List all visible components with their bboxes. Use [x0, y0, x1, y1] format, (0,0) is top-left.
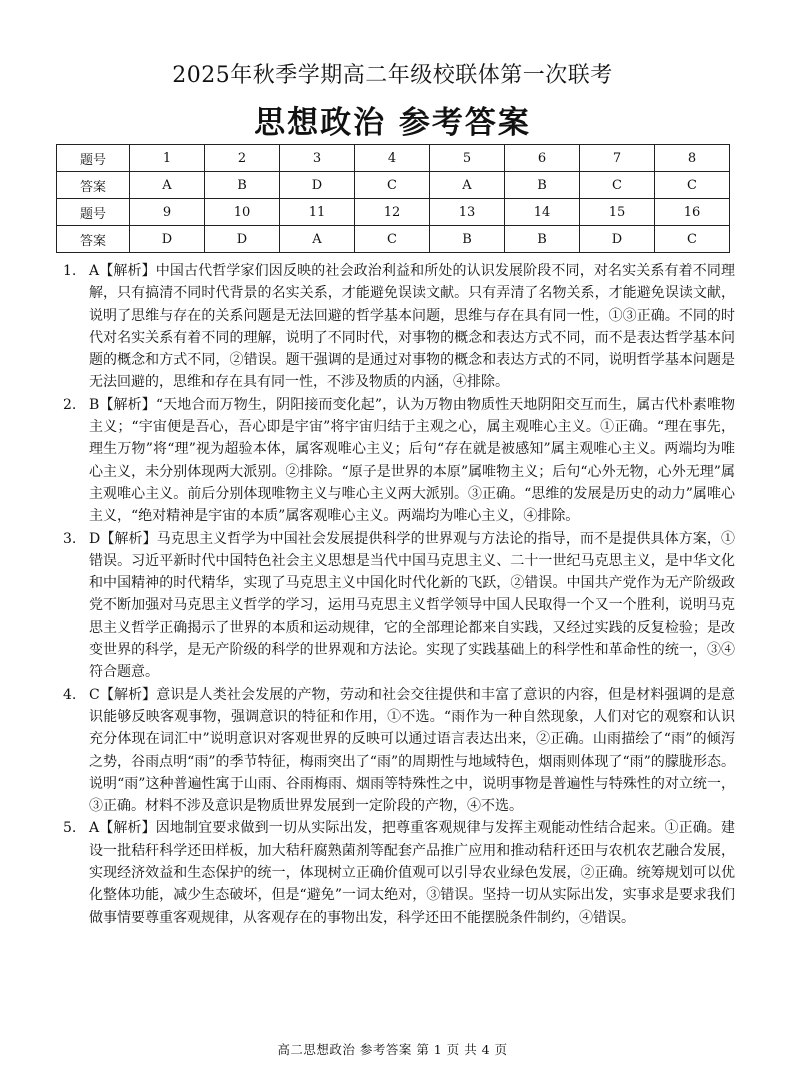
table-cell: D: [130, 226, 205, 253]
table-cell: C: [355, 172, 430, 199]
table-cell: A: [280, 226, 355, 253]
table-cell: 4: [355, 145, 430, 172]
explanation-item: [63, 528, 735, 684]
explanation-text: A【解析】中国古代哲学家们因反映的社会政治利益和所处的认识发展阶段不同，对名实关系有着不同理解，只有搞清不同时代背景的名实关系，才能避免误读文献。只有弄清了名物关系，才能避免误读文献，说明了思维与存在的关系问题是无法回避的哲学基本问题，思维与存在具有同一性，①③正确。不同的时代对名实关系有着不同的理解，说明了不同时代，对事物的概念和表达方式不同，而不是表达哲学基本问题的概念和方式不同，②错误。题干强调的是通过对事物的概念和表达方式的不同，说明哲学基本问题是无法回避的，思维和存在具有同一性，不涉及物质的内涵，④排除。: [89, 263, 735, 391]
table-cell: A: [430, 172, 505, 199]
table-cell: 7: [580, 145, 655, 172]
table-cell: 2: [205, 145, 280, 172]
explanation-item: [63, 817, 735, 928]
explanation-text: A【解析】因地制宜要求做到一切从实际出发，把尊重客观规律与发挥主观能动性结合起来。①正确。建设一批秸秆科学还田样板，加大秸秆腐熟菌剂等配套产品推广应用和推动秸秆还田与农机农艺融合发展，实现经济效益和生态保护的统一，体现树立正确价值观可以引导农业绿色发展，②正确。统筹规划可以优化整体功能，减少生态破坏，但是“避免”一词太绝对，③错误。坚持一切从实际出发，实事求是要求我们做事情要尊重客观规律，从客观存在的事物出发，科学还田不能摆脱条件制约，④错误。: [89, 820, 735, 926]
explanation-item: [63, 684, 735, 818]
table-cell: A: [130, 172, 205, 199]
explanations: [63, 260, 735, 929]
question-number: 5.: [63, 820, 77, 837]
table-cell: 10: [205, 199, 280, 226]
question-number: 1.: [63, 263, 77, 279]
table-cell: 题号: [57, 199, 130, 226]
table-cell: 6: [505, 145, 580, 172]
table-cell: C: [355, 226, 430, 253]
explanation-text: C【解析】意识是人类社会发展的产物，劳动和社会交往提供和丰富了意识的内容，但是材料强调的是意识能够反映客观事物，强调意识的特征和作用，①不选。“雨作为一种自然现象，人们对它的观察和认识充分体现在词汇中”说明意识对客观世界的反映可以通过语言表达出来，②正确。山雨描绘了“雨”的倾泻之势，谷雨点明“雨”的季节特征，梅雨突出了“雨”的周期性与地域特色，烟雨则体现了“雨”的朦胧形态。说明“雨”这种普遍性寓于山雨、谷雨梅雨、烟雨等特殊性之中，说明事物是普遍性与特殊性的对立统一，③正确。材料不涉及意识是物质世界发展到一定阶段的产物，④不选。: [89, 686, 735, 815]
exam-title: 2025年秋季学期高二年级校联体第一次联考: [172, 63, 613, 88]
explanation-text: D【解析】马克思主义哲学为中国社会发展提供科学的世界观与方法论的指导，而不是提供具体方案，①错误。习近平新时代中国特色社会主义思想是当代中国马克思主义、二十一世纪马克思主义，是中华文化和中国精神的时代精华，实现了马克思主义中国化时代化新的飞跃，②错误。中国共产党作为无产阶级政党不断加强对马克思主义哲学的学习，运用马克思主义哲学领导中国人民取得一个又一个胜利，说明马克思主义哲学正确揭示了世界的本质和运动规律，它的全部理论都来自实践，又经过实践的反复检验；是改变世界的科学，是无产阶级的科学的世界观和方法论。实现了实践基础上的科学性和革命性的统一，③④符合题意。: [89, 530, 735, 681]
explanation-text: B【解析】“天地合而万物生，阴阳接而变化起”，认为万物由物质性天地阴阳交互而生，属古代朴素唯物主义；“宇宙便是吾心，吾心即是宇宙”将宇宙归结于主观之心，属主观唯心主义。①正确。“理在事先，理生万物”将“理”视为超验本体，属客观唯心主义；后句“存在就是被感知”属主观唯心主义。两端均为唯心主义，未分别体现两大派别。②排除。“原子是世界的本原”属唯物主义；后句“心外无物，心外无理”属主观唯心主义。前后分别体现唯物主义与唯心主义两大派别。③正确。“思维的发展是历史的动力”属唯心主义，“绝对精神是宇宙的本质”属客观唯心主义。两端均为唯心主义，④排除。: [89, 396, 735, 525]
table-cell: 9: [130, 199, 205, 226]
answer-table: [56, 144, 730, 253]
explanation-item: [63, 260, 735, 394]
table-cell: 8: [655, 145, 730, 172]
question-number: 3.: [63, 530, 77, 547]
table-cell: 14: [505, 199, 580, 226]
explanation-item: [63, 394, 735, 528]
table-row: [57, 145, 730, 172]
table-cell: B: [505, 226, 580, 253]
table-cell: C: [655, 172, 730, 199]
table-row: [57, 226, 730, 253]
table-cell: 15: [580, 199, 655, 226]
table-cell: C: [655, 226, 730, 253]
question-number: 4.: [63, 686, 77, 703]
table-cell: 11: [280, 199, 355, 226]
table-cell: D: [205, 226, 280, 253]
table-cell: B: [430, 226, 505, 253]
table-cell: 3: [280, 145, 355, 172]
table-cell: 题号: [57, 145, 130, 172]
question-number: 2.: [63, 396, 77, 413]
page-footer: 高二思想政治 参考答案 第 1 页 共 4 页: [277, 1042, 508, 1057]
table-row: [57, 199, 730, 226]
table-cell: B: [205, 172, 280, 199]
table-cell: 5: [430, 145, 505, 172]
table-cell: C: [580, 172, 655, 199]
table-cell: 答案: [57, 172, 130, 199]
table-cell: D: [580, 226, 655, 253]
exam-subtitle: 思想政治 参考答案: [254, 105, 531, 141]
table-cell: D: [280, 172, 355, 199]
table-cell: 13: [430, 199, 505, 226]
table-cell: 答案: [57, 226, 130, 253]
table-cell: B: [505, 172, 580, 199]
table-cell: 1: [130, 145, 205, 172]
table-row: [57, 172, 730, 199]
table-cell: 16: [655, 199, 730, 226]
table-cell: 12: [355, 199, 430, 226]
